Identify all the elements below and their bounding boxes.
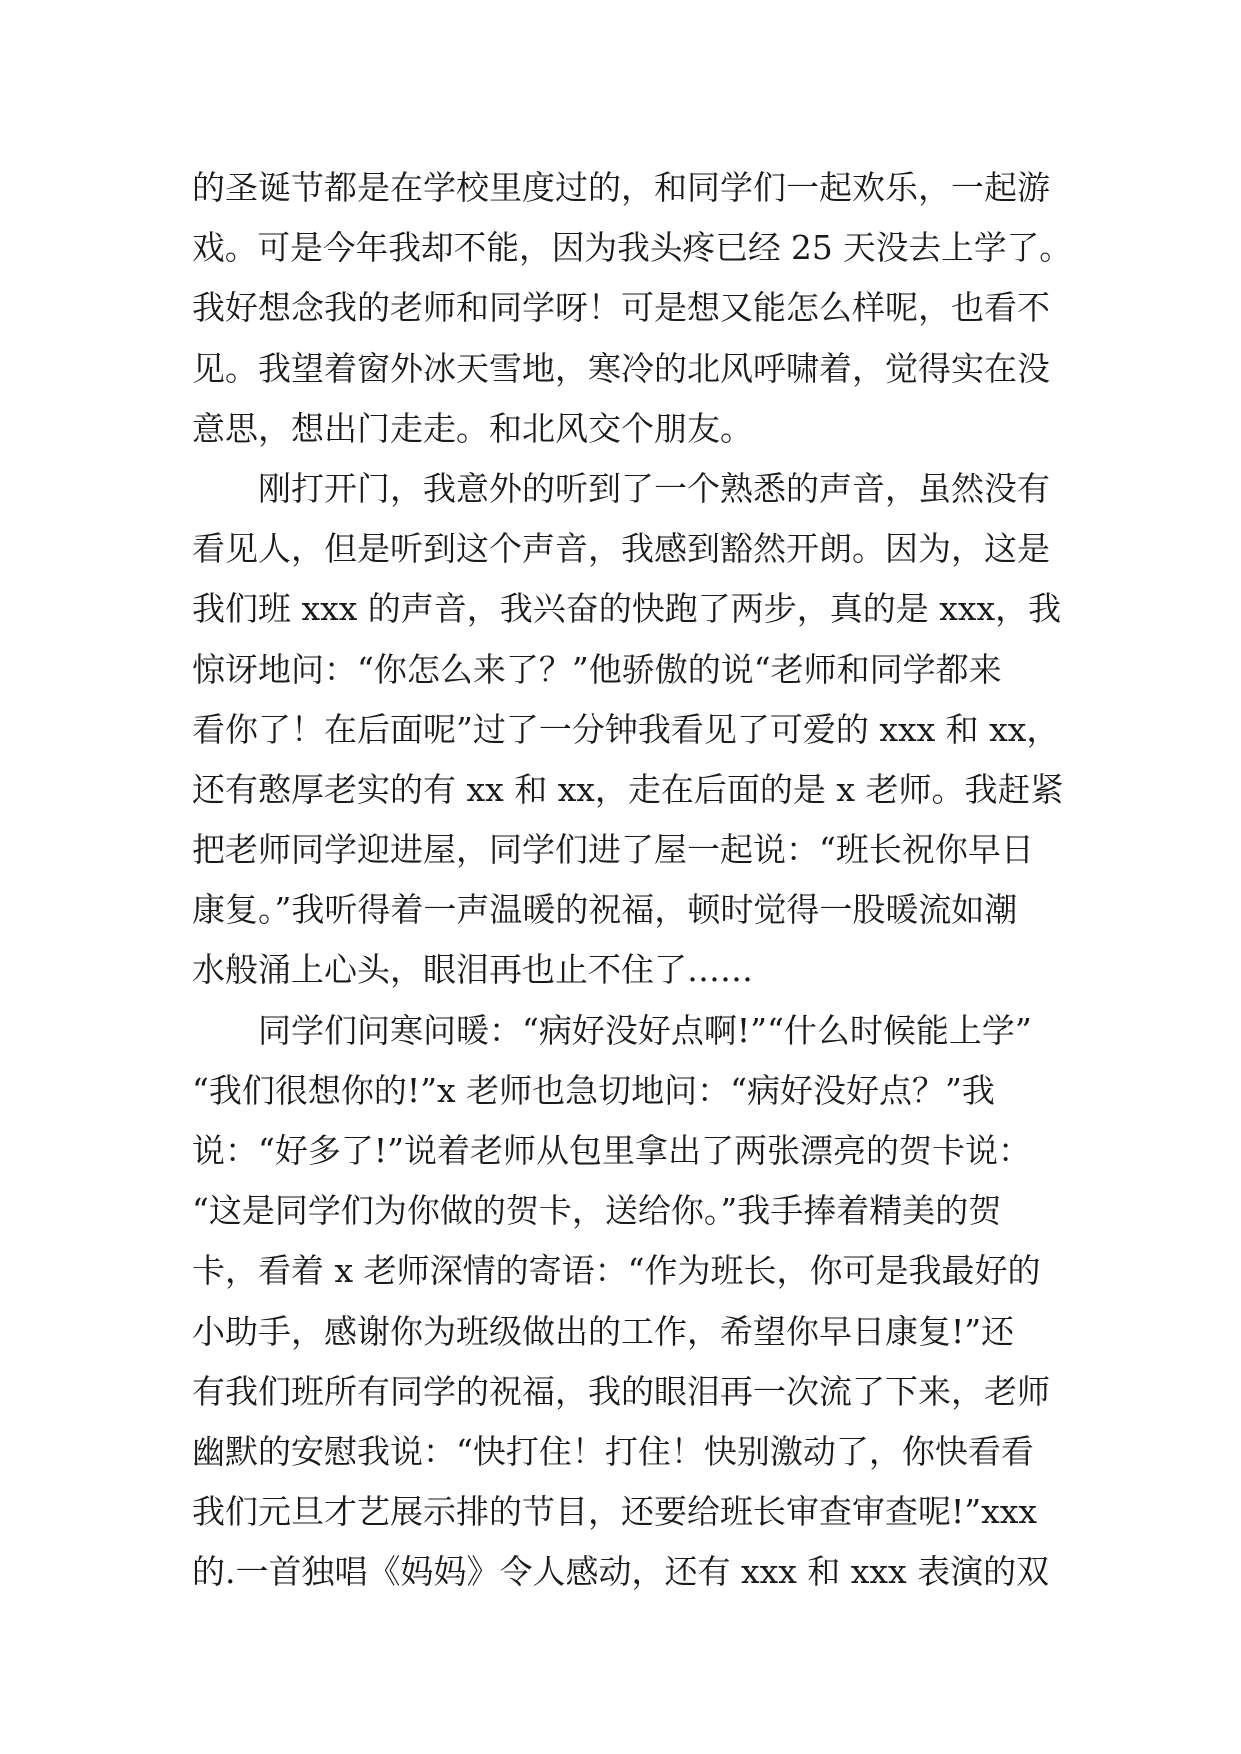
text-line: 看你了！在后面呢”过了一分钟我看见了可爱的 xxx 和 xx， <box>192 709 1060 749</box>
text-line: 见。我望着窗外冰天雪地，寒冷的北风呼啸着，觉得实在没 <box>192 348 1050 388</box>
text-line: 我们元旦才艺展示排的节目，还要给班长审查审查呢!”xxx <box>192 1492 1037 1532</box>
text-line: 把老师同学迎进屋，同学们进了屋一起说：“班长祝你早日 <box>192 830 1034 870</box>
text-line: 有我们班所有同学的祝福，我的眼泪再一次流了下来，老师 <box>192 1371 1050 1411</box>
text-line: 意思，想出门走走。和北风交个朋友。 <box>192 408 753 448</box>
body-text <box>192 158 1072 1603</box>
text-line: 看见人，但是听到这个声音，我感到豁然开朗。因为，这是 <box>192 529 1050 569</box>
text-line: 康复。”我听得着一声温暖的祝福，顿时觉得一股暖流如潮 <box>192 890 1018 930</box>
text-line: 水般涌上心头，眼泪再也止不住了…… <box>192 950 753 990</box>
text-line: 惊讶地问：“你怎么来了？”他骄傲的说“老师和同学都来 <box>192 649 1002 689</box>
text-line: 幽默的安慰我说：“快打住！打住！快别激动了，你快看看 <box>192 1431 1034 1471</box>
text-line: 卡，看着 x 老师深情的寄语：“作为班长，你可是我最好的 <box>192 1251 1041 1291</box>
text-line: “我们很想你的!”x 老师也急切地问：“病好没好点？”我 <box>192 1070 995 1110</box>
text-line: 小助手，感谢你为班级做出的工作，希望你早日康复!”还 <box>192 1311 1015 1351</box>
text-line: 我好想念我的老师和同学呀！可是想又能怎么样呢，也看不 <box>192 288 1050 328</box>
text-line: 戏。可是今年我却不能，因为我头疼已经 25 天没去上学了。 <box>192 228 1072 268</box>
text-line: 的圣诞节都是在学校里度过的，和同学们一起欢乐，一起游 <box>192 168 1050 207</box>
paragraph-first-line: 同学们问寒问暖：“病好没好点啊!”“什么时候能上学” <box>258 1010 1032 1050</box>
text-line: 我们班 xxx 的声音，我兴奋的快跑了两步，真的是 xxx，我 <box>192 589 1062 629</box>
text-line: “这是同学们为你做的贺卡，送给你。”我手捧着精美的贺 <box>192 1191 1002 1231</box>
text-line: 说：“好多了!”说着老师从包里拿出了两张漂亮的贺卡说： <box>192 1131 1032 1170</box>
paragraph-first-line: 刚打开门，我意外的听到了一个熟悉的声音，虽然没有 <box>258 468 1050 508</box>
text-line: 还有憨厚老实的有 xx 和 xx，走在后面的是 x 老师。我赶紧 <box>192 769 1064 809</box>
text-line: 的.一首独唱《妈妈》令人感动，还有 xxx 和 xxx 表演的双 <box>192 1552 1050 1592</box>
